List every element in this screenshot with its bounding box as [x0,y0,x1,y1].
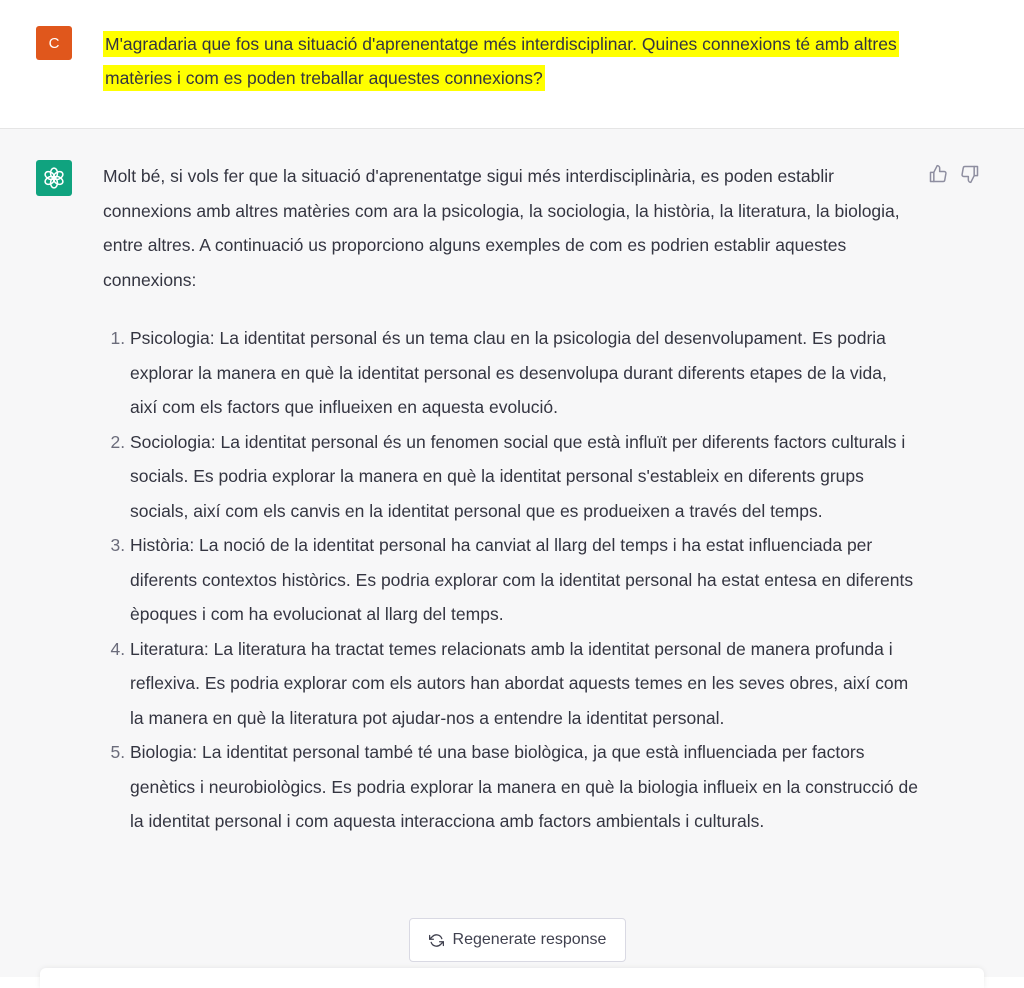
user-avatar: C [36,26,72,60]
connections-list [103,321,918,839]
thumbs-down-icon[interactable] [960,164,980,184]
thumbs-up-icon[interactable] [928,164,948,184]
regenerate-button[interactable] [409,918,626,962]
list-item: 3. Història: La noció de la identitat personal ha canviat al llarg del temps i ha estat influenciada per diferents contextos històrics. Es podria explorar com la identitat personal ha estat entesa en diferents èpoques i com ha evolucionat al llarg del temps. [130,528,918,632]
list-item: 1. Psicologia: La identitat personal és un tema clau en la psicologia del desenvolupament. Es podria explorar la manera en què la identitat personal es desenvolupa durant diferents etapes de la vida, així com els factors que influeixen en aquesta evolució. [130,321,918,425]
assistant-intro: Molt bé, si vols fer que la situació d'aprenentatge sigui més interdisciplinària, es poden establir connexions amb altres matèries com ara la psicologia, la sociologia, la història, la literatura, la biologia, entre altres. A continuació us proporciono alguns exemples de com es podrien establir aquestes connexions: [103,166,900,290]
composer-edge [40,968,984,988]
refresh-icon [429,933,444,948]
list-item: 2. Sociologia: La identitat personal és un fenomen social que està influït per diferents factors culturals i socials. Es podria explorar la manera en què la identitat personal s'estableix en diferents grups socials, així com els canvis en la identitat personal que es produeixen a través del temps. [130,425,918,529]
user-message-text: M'agradaria que fos una situació d'aprenentatge més interdisciplinar. Quines connexions té amb altres matèries i com es poden treballar aquestes connexions? [103,31,899,91]
list-item: 4. Literatura: La literatura ha tractat temes relacionats amb la identitat personal de manera profunda i reflexiva. Es podria explorar com els autors han abordat aquests temes en les seves obres, així com la manera en què la literatura pot ajudar-nos a entendre la identitat personal. [130,632,918,736]
user-message-row [0,0,1024,129]
feedback-buttons [928,164,980,184]
assistant-avatar [36,160,72,196]
user-message [103,27,913,95]
assistant-message-row [0,129,1024,977]
regenerate-label: Regenerate response [452,931,607,948]
list-item: 5. Biologia: La identitat personal també té una base biològica, ja que està influenciada per factors genètics i neurobiològics. Es podria explorar la manera en què la biologia influeix en la construcció de la identitat personal i com aquesta interacciona amb factors ambientals i culturals. [130,735,918,839]
openai-logo-icon [41,165,67,191]
assistant-message [103,159,918,839]
